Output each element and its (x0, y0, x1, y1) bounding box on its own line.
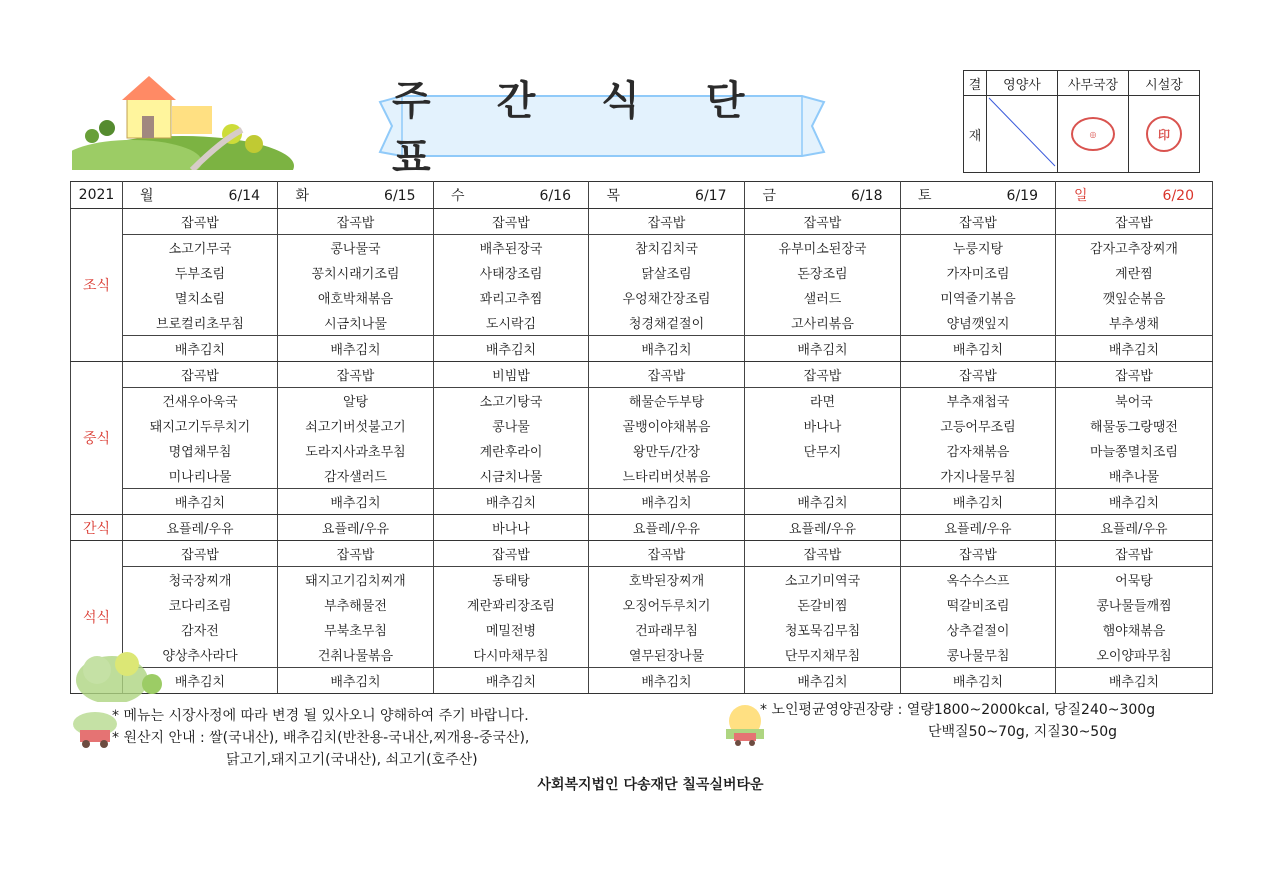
menu-row (71, 209, 1213, 235)
menu-cell: 미나리나물 (123, 463, 278, 489)
menu-cell: 요플레/우유 (589, 515, 745, 541)
menu-row (71, 489, 1213, 515)
menu-cell: 배추김치 (745, 489, 901, 515)
nutrition-section (760, 699, 1155, 743)
menu-cell: 알탕 (278, 388, 434, 414)
stamp-circle-icon: 印 (1146, 116, 1182, 152)
menu-row (71, 567, 1213, 593)
day-header-sun: 일 6/20 (1056, 182, 1213, 209)
menu-cell: 잡곡밥 (1056, 541, 1213, 567)
approval-sign-secretary (1058, 96, 1129, 173)
menu-cell: 도시락김 (434, 310, 589, 336)
note-origin: * 원산지 안내 : 쌀(국내산), 배추김치(반찬용-국내산,찌개용-중국산), (112, 730, 530, 746)
menu-cell: 배추김치 (123, 489, 278, 515)
menu-cell: 요플레/우유 (901, 515, 1056, 541)
menu-cell: 배추김치 (901, 489, 1056, 515)
menu-cell: 돼지고기두루치기 (123, 413, 278, 438)
menu-row (71, 362, 1213, 388)
menu-cell: 닭살조림 (589, 260, 745, 285)
menu-cell: 청경채겉절이 (589, 310, 745, 336)
menu-cell: 배추김치 (434, 489, 589, 515)
menu-cell: 호박된장찌개 (589, 567, 745, 593)
menu-cell: 배추김치 (589, 668, 745, 694)
menu-cell: 코다리조림 (123, 592, 278, 617)
menu-cell: 배추나물 (1056, 463, 1213, 489)
menu-cell: 오이양파무침 (1056, 642, 1213, 668)
menu-row (71, 463, 1213, 489)
menu-row (71, 235, 1213, 261)
menu-cell: 감자샐러드 (278, 463, 434, 489)
footer-organization: 사회복지법인 다송재단 칠곡실버타운 (537, 777, 764, 793)
menu-cell: 돈갈비찜 (745, 592, 901, 617)
menu-cell: 왕만두/간장 (589, 438, 745, 463)
menu-cell: 열무된장나물 (589, 642, 745, 668)
weekly-menu-table (70, 181, 1213, 694)
meal-label: 간식 (71, 515, 123, 541)
menu-year: 2021 (71, 182, 123, 209)
menu-cell: 콩나물무침 (901, 642, 1056, 668)
menu-cell: 가지나물무침 (901, 463, 1056, 489)
menu-cell: 부추재첩국 (901, 388, 1056, 414)
menu-cell: 라면 (745, 388, 901, 414)
approval-side-top: 결 (964, 71, 987, 96)
menu-cell: 바나나 (434, 515, 589, 541)
menu-cell: 배추김치 (745, 336, 901, 362)
menu-row (71, 541, 1213, 567)
menu-header-row (71, 182, 1213, 209)
menu-cell: 돼지고기김치찌개 (278, 567, 434, 593)
menu-cell: 부추생채 (1056, 310, 1213, 336)
menu-cell: 잡곡밥 (901, 362, 1056, 388)
menu-cell: 계란후라이 (434, 438, 589, 463)
menu-cell: 잡곡밥 (589, 209, 745, 235)
header-village-illustration (72, 70, 297, 170)
menu-row (71, 388, 1213, 414)
menu-row (71, 285, 1213, 310)
menu-cell: 건파래무침 (589, 617, 745, 642)
menu-cell: 시금치나물 (434, 463, 589, 489)
menu-cell: 미역줄기볶음 (901, 285, 1056, 310)
menu-cell: 떡갈비조림 (901, 592, 1056, 617)
menu-cell: 청포묵김무침 (745, 617, 901, 642)
menu-row (71, 310, 1213, 336)
menu-cell: 배추김치 (745, 668, 901, 694)
menu-cell: 동태탕 (434, 567, 589, 593)
menu-cell: 소고기미역국 (745, 567, 901, 593)
menu-row (71, 260, 1213, 285)
day-header-thu: 목 6/17 (589, 182, 745, 209)
menu-cell: 해물순두부탕 (589, 388, 745, 414)
menu-cell: 잡곡밥 (434, 209, 589, 235)
menu-cell: 골뱅이야채볶음 (589, 413, 745, 438)
menu-cell: 배추김치 (1056, 668, 1213, 694)
meal-label: 중식 (71, 362, 123, 515)
menu-row (71, 413, 1213, 438)
menu-cell: 어묵탕 (1056, 567, 1213, 593)
menu-cell: 콩나물국 (278, 235, 434, 261)
menu-cell: 잡곡밥 (1056, 209, 1213, 235)
menu-cell: 가자미조림 (901, 260, 1056, 285)
menu-cell: 우엉채간장조림 (589, 285, 745, 310)
menu-cell: 바나나 (745, 413, 901, 438)
menu-cell (745, 463, 901, 489)
menu-cell: 북어국 (1056, 388, 1213, 414)
menu-cell: 계란꽈리장조림 (434, 592, 589, 617)
menu-cell: 양상추사라다 (123, 642, 278, 668)
menu-cell: 배추김치 (434, 336, 589, 362)
menu-cell: 잡곡밥 (123, 209, 278, 235)
sign-slash-icon (987, 96, 1057, 168)
menu-cell: 참치김치국 (589, 235, 745, 261)
approval-role-secretary: 사무국장 (1058, 71, 1129, 96)
menu-cell: 잡곡밥 (278, 362, 434, 388)
day-header-sat: 토 6/19 (901, 182, 1056, 209)
approval-sign-director (1129, 96, 1200, 173)
menu-cell: 배추김치 (901, 336, 1056, 362)
nutrition-line-1: * 노인평균영양권장량 : 열량1800~2000kcal, 당질240~300g (760, 702, 1156, 718)
menu-cell: 감자전 (123, 617, 278, 642)
menu-cell: 소고기탕국 (434, 388, 589, 414)
approval-role-nutritionist: 영양사 (987, 71, 1058, 96)
menu-cell: 감자고추장찌개 (1056, 235, 1213, 261)
menu-cell: 콩나물 (434, 413, 589, 438)
menu-cell: 꽈리고추찜 (434, 285, 589, 310)
menu-cell: 샐러드 (745, 285, 901, 310)
menu-cell: 잡곡밥 (123, 541, 278, 567)
menu-cell: 비빔밥 (434, 362, 589, 388)
day-header-fri: 금 6/18 (745, 182, 901, 209)
approval-sign-nutritionist (987, 96, 1058, 173)
menu-cell: 무북초무침 (278, 617, 434, 642)
menu-cell: 건취나물볶음 (278, 642, 434, 668)
menu-cell: 요플레/우유 (278, 515, 434, 541)
approval-side-bottom: 재 (964, 96, 987, 173)
menu-cell: 배추된장국 (434, 235, 589, 261)
menu-cell: 감자채볶음 (901, 438, 1056, 463)
approval-box (963, 70, 1200, 173)
menu-cell: 옥수수스프 (901, 567, 1056, 593)
menu-cell: 유부미소된장국 (745, 235, 901, 261)
menu-row (71, 668, 1213, 694)
menu-cell: 잡곡밥 (589, 362, 745, 388)
notes-section (112, 705, 529, 771)
menu-cell: 오징어두루치기 (589, 592, 745, 617)
menu-cell: 요플레/우유 (123, 515, 278, 541)
menu-cell: 애호박채볶음 (278, 285, 434, 310)
menu-cell: 시금치나물 (278, 310, 434, 336)
menu-cell: 콩나물들깨찜 (1056, 592, 1213, 617)
menu-cell: 단무지채무침 (745, 642, 901, 668)
menu-cell: 단무지 (745, 438, 901, 463)
approval-role-director: 시설장 (1129, 71, 1200, 96)
menu-cell: 잡곡밥 (745, 541, 901, 567)
note-origin-continued: 닭고기,돼지고기(국내산), 쇠고기(호주산) (226, 752, 478, 768)
menu-cell: 명엽채무침 (123, 438, 278, 463)
menu-cell: 누룽지탕 (901, 235, 1056, 261)
menu-cell: 상추겉절이 (901, 617, 1056, 642)
menu-cell: 메밀전병 (434, 617, 589, 642)
day-header-wed: 수 6/16 (434, 182, 589, 209)
day-header-mon: 월 6/14 (123, 182, 278, 209)
menu-cell: 잡곡밥 (745, 209, 901, 235)
menu-cell: 잡곡밥 (278, 541, 434, 567)
stamp-oval-icon: ◎ (1071, 117, 1115, 151)
menu-cell: 잡곡밥 (278, 209, 434, 235)
menu-cell: 배추김치 (1056, 336, 1213, 362)
menu-cell: 잡곡밥 (1056, 362, 1213, 388)
menu-cell: 요플레/우유 (745, 515, 901, 541)
menu-row (71, 515, 1213, 541)
meal-label: 석식 (71, 541, 123, 694)
menu-cell: 소고기무국 (123, 235, 278, 261)
menu-cell: 배추김치 (278, 489, 434, 515)
menu-cell: 느타리버섯볶음 (589, 463, 745, 489)
menu-cell: 고사리볶음 (745, 310, 901, 336)
menu-cell: 깻잎순볶음 (1056, 285, 1213, 310)
menu-cell: 요플레/우유 (1056, 515, 1213, 541)
menu-cell: 배추김치 (589, 336, 745, 362)
menu-cell: 청국장찌개 (123, 567, 278, 593)
menu-row (71, 642, 1213, 668)
menu-cell: 잡곡밥 (123, 362, 278, 388)
menu-row (71, 438, 1213, 463)
menu-cell: 햄야채볶음 (1056, 617, 1213, 642)
menu-cell: 다시마채무침 (434, 642, 589, 668)
menu-cell: 쇠고기버섯불고기 (278, 413, 434, 438)
menu-cell: 잡곡밥 (589, 541, 745, 567)
menu-cell: 배추김치 (901, 668, 1056, 694)
menu-cell: 건새우아욱국 (123, 388, 278, 414)
menu-cell: 도라지사과초무침 (278, 438, 434, 463)
menu-cell: 잡곡밥 (434, 541, 589, 567)
menu-cell: 배추김치 (589, 489, 745, 515)
note-menu-change: * 메뉴는 시장사정에 따라 변경 될 있사오니 양해하여 주기 바랍니다. (112, 708, 529, 724)
menu-cell: 배추김치 (278, 668, 434, 694)
menu-row (71, 592, 1213, 617)
page-title: 주 간 식 단 표 (392, 78, 771, 181)
menu-cell: 배추김치 (434, 668, 589, 694)
menu-cell: 멸치소림 (123, 285, 278, 310)
menu-cell: 배추김치 (278, 336, 434, 362)
menu-cell: 두부조림 (123, 260, 278, 285)
menu-cell: 배추김치 (123, 336, 278, 362)
nutrition-line-2: 단백질50~70g, 지질30~50g (928, 724, 1118, 740)
menu-row (71, 336, 1213, 362)
menu-cell: 배추김치 (1056, 489, 1213, 515)
menu-cell: 양념깻잎지 (901, 310, 1056, 336)
menu-cell: 계란찜 (1056, 260, 1213, 285)
meal-label: 조식 (71, 209, 123, 362)
menu-cell: 잡곡밥 (745, 362, 901, 388)
menu-cell: 해물동그랑땡전 (1056, 413, 1213, 438)
menu-cell: 사태장조림 (434, 260, 589, 285)
menu-cell: 잡곡밥 (901, 541, 1056, 567)
bottom-tree-illustration (72, 640, 182, 702)
menu-cell: 꽁치시래기조림 (278, 260, 434, 285)
menu-cell: 마늘쫑멸치조림 (1056, 438, 1213, 463)
menu-cell: 고등어무조림 (901, 413, 1056, 438)
day-header-tue: 화 6/15 (278, 182, 434, 209)
menu-cell: 배추김치 (123, 668, 278, 694)
menu-cell: 잡곡밥 (901, 209, 1056, 235)
menu-row (71, 617, 1213, 642)
menu-cell: 돈장조림 (745, 260, 901, 285)
menu-cell: 브로컬리초무침 (123, 310, 278, 336)
menu-cell: 부추해물전 (278, 592, 434, 617)
